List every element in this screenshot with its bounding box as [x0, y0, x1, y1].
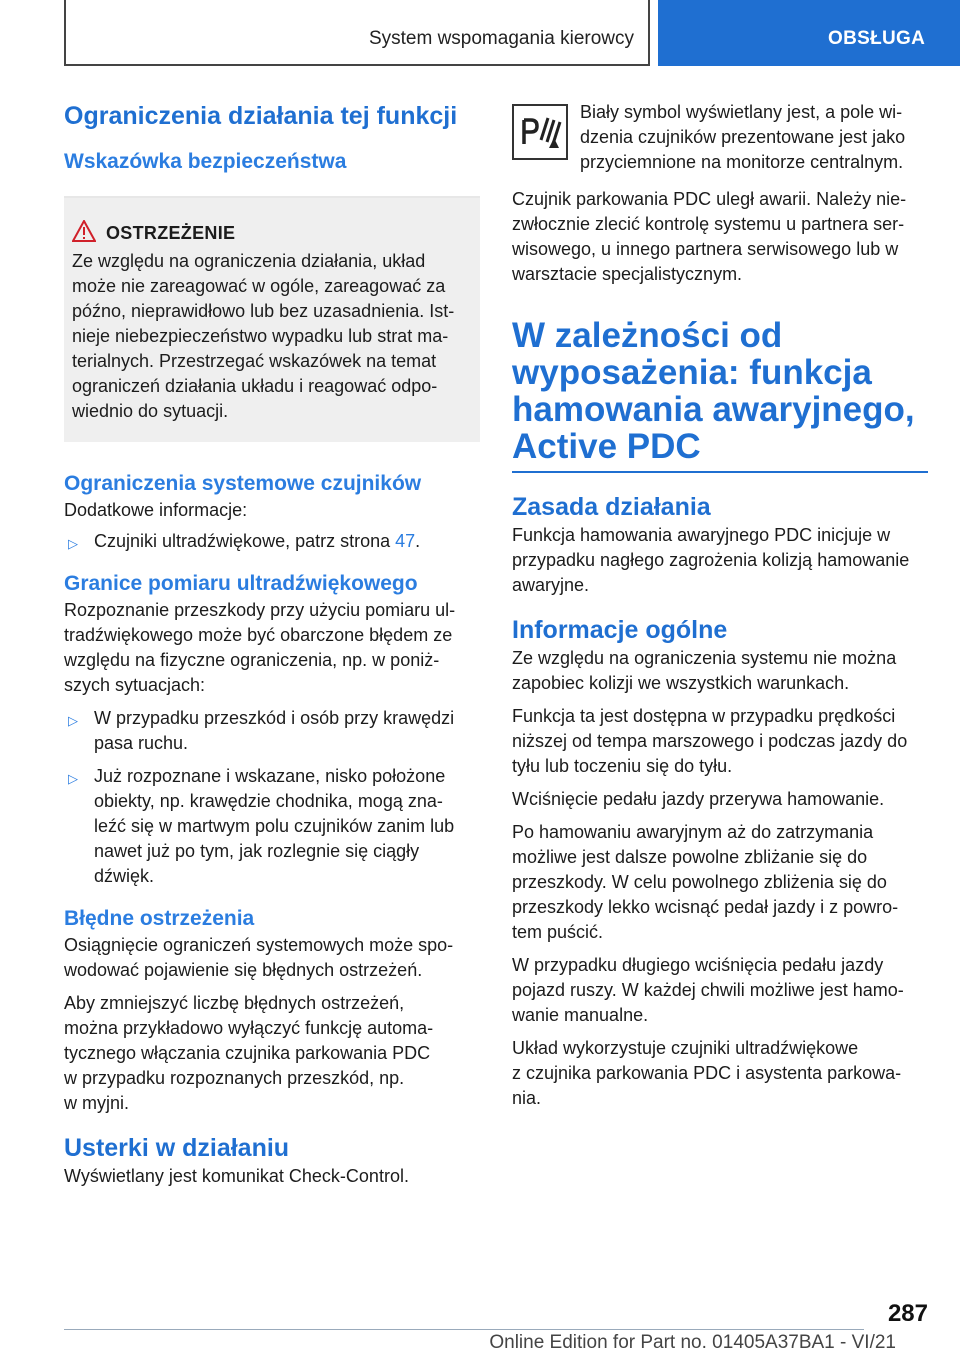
paragraph-pdc-failure: Czujnik parkowania PDC uległ awarii. Należy nie- zwłocznie zlecić kontrolę systemu u partnera ser- wisowego, u innego partnera serwisowego lub w warsztacie specjalistycznym. [512, 189, 907, 284]
warning-title: OSTRZEŻENIE [106, 223, 236, 243]
heading-safety: Wskazówka bezpieczeństwa [64, 150, 347, 173]
list-item: ▷ Już rozpoznane i wskazane, nisko położone obiekty, np. krawędzie chodnika, mogą zna- leźć się w martwym polu czujników zanim lub nawet już po tym, jak rozlegnie się ciągły dźwięk. [68, 766, 455, 886]
heading-ultrasonic: Granice pomiaru ultradźwiękowego [64, 572, 418, 595]
warning-triangle-icon [72, 220, 106, 247]
list-item: ▷ W przypadku przeszkód i osób przy krawędzi pasa ruchu. [68, 708, 455, 753]
warning-box [64, 196, 480, 442]
park-distance-control-icon [512, 104, 568, 160]
warning-text: Ze względu na ograniczenia działania, układ może nie zareagować w ogóle, zareagować za późno, nieprawidłowo lub bez uzasadnienia. Ist- nieje niebezpieczeństwo wypadku lub strat ma- terialnych. Przestrzegać wskazówek na temat ograniczeń działania układu i reagować odpo- wiednio do sytuacji. [72, 251, 455, 421]
paragraph-false-2: Aby zmniejszyć liczbę błędnych ostrzeżeń, można przykładowo wyłączyć funkcję automa- tycznego włączania czujnika parkowania PDC w przypadku rozpoznanych przeszkód, np. w myjni. [64, 993, 434, 1113]
pdc-symbol-text: Biały symbol wyświetlany jest, a pole wi- dzenia czujników prezentowane jest jako przyciemnione na monitorze centralnym. [580, 102, 906, 172]
page-header [0, 0, 960, 66]
heading-principle: Zasada działania [512, 493, 711, 521]
bullet-triangle-icon: ▷ [68, 536, 78, 551]
chapter-tab [658, 0, 960, 66]
heading-system-limits: Ograniczenia systemowe czujników [64, 472, 422, 495]
bullet-triangle-icon: ▷ [68, 713, 78, 728]
bullet-triangle-icon: ▷ [68, 771, 78, 786]
heading-false-warnings: Błędne ostrzeżenia [64, 907, 255, 930]
paragraph-general-1: Ze względu na ograniczenia systemu nie można zapobiec kolizji we wszystkich warunkach. [512, 648, 897, 693]
heading-limits: Ograniczenia działania tej funkcji [64, 102, 458, 130]
heading-faults: Usterki w działaniu [64, 1134, 290, 1162]
paragraph-general-6: Układ wykorzystuje czujniki ultradźwiękowe z czujnika parkowania PDC i asystenta parkowa- nia. [512, 1038, 902, 1108]
left-column [64, 100, 480, 1197]
paragraph-faults: Wyświetlany jest komunikat Check-Control. [64, 1166, 409, 1186]
edition-info: Online Edition for Part no. 01405A37BA1 - VI/21 [489, 1332, 896, 1353]
heading-emergency-braking: W zależności od wyposażenia: funkcja hamowania awaryjnego, Active PDC [512, 316, 915, 466]
paragraph-principle: Funkcja hamowania awaryjnego PDC inicjuje w przypadku nagłego zagrożenia kolizją hamowanie awaryjne. [512, 525, 910, 595]
heading-general-info: Informacje ogólne [512, 616, 728, 644]
section-title: System wspomagania kierowcy [368, 28, 634, 49]
paragraph-false-1: Osiągnięcie ograniczeń systemowych może spo- wodować pojawienie się błędnych ostrzeżeń. [64, 935, 454, 980]
pdc-symbol-row [512, 100, 928, 175]
footer-divider [64, 1329, 864, 1330]
paragraph-general-5: W przypadku długiego wciśnięcia pedału jazdy pojazd ruszy. W każdej chwili możliwe jest hamo- wanie manualne. [512, 955, 904, 1025]
paragraph-ultrasonic: Rozpoznanie przeszkody przy użyciu pomiaru ul- tradźwiękowego może być obarczone błędem ze względu na fizyczne ograniczenia, np. w poniż- szych sytuacjach: [64, 600, 456, 695]
paragraph-more-info: Dodatkowe informacje: [64, 500, 248, 520]
paragraph-general-4: Po hamowaniu awaryjnym aż do zatrzymania możliwe jest dalsze powolne zbliżanie się do przeszkody. W celu powolnego zbliżenia się do przeszkody lekko wcisnąć pedał jazdy i z powro- tem puścić. [512, 822, 899, 942]
paragraph-general-2: Funkcja ta jest dostępna w przypadku prędkości niższej od tempa marszowego i podczas jazdy do tyłu lub toczeniu się do tyłu. [512, 706, 908, 776]
chapter-tab-label: OBSŁUGA [828, 28, 926, 49]
page-link-47[interactable]: 47 [395, 531, 416, 551]
section-header-box [64, 0, 650, 66]
heading-divider [512, 471, 928, 473]
list-item: ▷ Czujniki ultradźwiękowe, patrz strona 47. [64, 529, 480, 554]
paragraph-general-3: Wciśnięcie pedału jazdy przerywa hamowanie. [512, 789, 885, 809]
page-number: 287 [887, 1300, 928, 1327]
right-column [512, 100, 928, 1119]
